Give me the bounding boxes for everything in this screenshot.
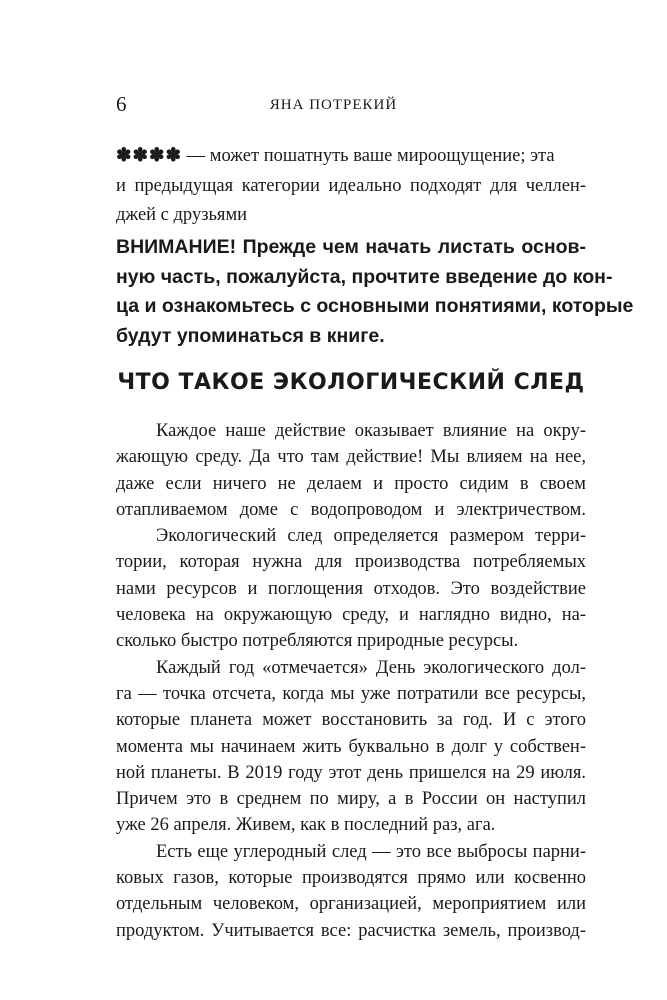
intro-line	[116, 142, 586, 172]
warning-line: будут упоминаться в книге.	[116, 324, 385, 347]
paragraph	[116, 523, 586, 654]
text-line: нами ресурсов и поглощения отходов. Это воздействие	[116, 578, 586, 599]
text-line: Каждый год «отмечается» День экологического дол-	[156, 657, 586, 678]
text-line: которые планета может восстановить за год. И с этого	[116, 710, 586, 731]
text-line: даже если ничего не делаем и просто сидим в своем	[116, 473, 586, 494]
intro-line: джей с друзьями	[116, 205, 248, 225]
intro-paragraph	[116, 142, 586, 231]
warning-line: ную часть, пожалуйста, прочтите введение до кон-	[116, 265, 613, 288]
text-line: отапливаемом доме с водопроводом и электричеством.	[116, 499, 586, 520]
text-line: Экологический след определяется размером терри-	[156, 526, 586, 547]
text-line: тории, которая нужна для производства потребляемых	[116, 552, 586, 573]
intro-line: и предыдущая категории идеально подходят для челлен-	[116, 175, 586, 196]
text-line: момента мы начинаем жить буквально в долг у собствен-	[116, 736, 586, 757]
rating-stars: ✽✽✽✽	[116, 146, 183, 166]
text-line: ной планеты. В 2019 году этот день пришелся на 29 июля.	[116, 762, 586, 783]
text-line: продуктом. Учитывается все: расчистка земель, производ-	[116, 920, 586, 941]
text-line: Каждое наше действие оказывает влияние на окру-	[156, 421, 586, 441]
paragraph	[116, 839, 586, 944]
text-line: ковых газов, которые производятся прямо или косвенно	[116, 868, 586, 889]
text-line: сколько быстро потребляются природные ресурсы.	[116, 631, 519, 652]
paragraph	[116, 418, 586, 523]
body-text	[116, 418, 586, 944]
running-head-author: ЯНА ПОТРЕКИЙ	[269, 97, 398, 113]
text-line: отдельным человеком, организацией, мероприятием или	[116, 894, 586, 915]
warning-paragraph	[116, 233, 634, 351]
paragraph	[116, 655, 586, 839]
text-line: жающую среду. Да что там действие! Мы влияем на нее,	[116, 447, 586, 468]
text-line: человека на окружающую среду, и наглядно видно, на-	[116, 605, 586, 626]
section-heading: ЧТО ТАКОЕ ЭКОЛОГИЧЕСКИЙ СЛЕД	[117, 370, 585, 395]
text-line: га — точка отсчета, когда мы уже потратили все ресурсы,	[116, 683, 586, 704]
warning-line: ца и ознакомьтесь с основными понятиями, которые	[116, 295, 634, 317]
text-line: Есть еще углеродный след — это все выбросы парни-	[156, 841, 586, 862]
intro-line-text: — может пошатнуть ваше мироощущение; эта	[182, 146, 555, 166]
text-line: Причем это в среднем по миру, а в России он наступил	[116, 789, 586, 810]
warning-line: ВНИМАНИЕ! Прежде чем начать листать основ-	[116, 236, 586, 258]
page-number: 6	[116, 92, 127, 116]
text-line: уже 26 апреля. Живем, как в последний раз, ага.	[116, 815, 496, 836]
